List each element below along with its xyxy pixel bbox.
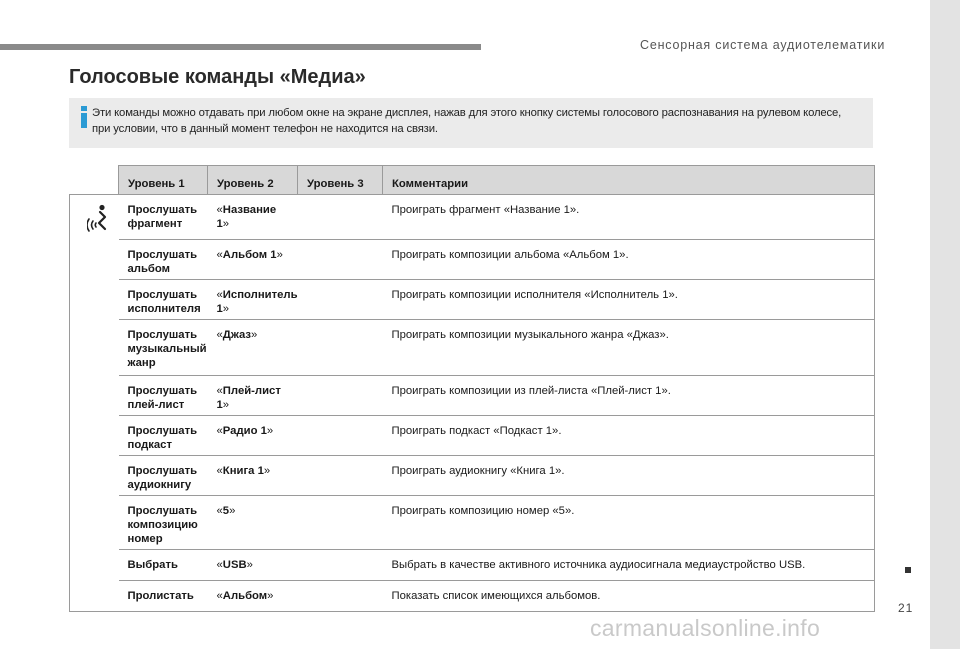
cell-level-3 [298, 456, 383, 496]
level-2-value: Название 1 [216, 204, 277, 230]
icon-cell [70, 496, 119, 550]
cell-level-3 [298, 320, 383, 376]
cell-level-1: Прослушать аудиокнигу [119, 456, 208, 496]
icon-cell [70, 195, 119, 240]
cell-comment: Выбрать в качестве активного источника аудиосигнала медиаустройство USB. [383, 550, 875, 581]
cell-level-3 [298, 195, 383, 240]
table-row [70, 280, 875, 320]
cell-comment: Проиграть аудиокнигу «Книга 1». [383, 456, 875, 496]
icon-cell [70, 416, 119, 456]
icon-cell [70, 581, 119, 612]
cell-level-2: «Альбом 1» [208, 240, 298, 280]
level-2-value: Книга 1 [222, 465, 264, 477]
table-row [70, 581, 875, 612]
icon-cell [70, 320, 119, 376]
cell-level-1: Прослушать подкаст [119, 416, 208, 456]
watermark: carmanualsonline.info [590, 615, 821, 641]
table-row [70, 240, 875, 280]
cell-level-3 [298, 280, 383, 320]
cell-level-2: «Альбом» [208, 581, 298, 612]
cell-level-1: Прослушать композицию номер [119, 496, 208, 550]
cell-level-1: Прослушать плей-лист [119, 376, 208, 416]
cell-level-3 [298, 581, 383, 612]
header-comments: Комментарии [383, 166, 875, 195]
icon-cell [70, 456, 119, 496]
icon-cell [70, 280, 119, 320]
cell-comment: Проиграть фрагмент «Название 1». [383, 195, 875, 240]
info-box [69, 98, 873, 148]
voice-command-icon [87, 204, 113, 234]
table-row [70, 550, 875, 581]
cell-level-3 [298, 496, 383, 550]
level-2-value: Исполнитель 1 [216, 289, 298, 315]
table-row [70, 416, 875, 456]
cell-comment: Проиграть композиции музыкального жанра «Джаз». [383, 320, 875, 376]
cell-level-1: Пролистать [119, 581, 208, 612]
info-icon [79, 106, 89, 128]
cell-level-2: «Джаз» [208, 320, 298, 376]
level-2-value: Альбом 1 [222, 249, 277, 261]
icon-cell [70, 550, 119, 581]
cell-level-1: Выбрать [119, 550, 208, 581]
icon-cell [70, 240, 119, 280]
cell-level-2: «Радио 1» [208, 416, 298, 456]
cell-level-1: Прослушать фрагмент [119, 195, 208, 240]
header-rule [0, 44, 481, 50]
header-level-3: Уровень 3 [298, 166, 383, 195]
cell-level-2: «5» [208, 496, 298, 550]
cell-comment: Показать список имеющихся альбомов. [383, 581, 875, 612]
level-2-value: USB [222, 559, 247, 571]
header-empty-cell [70, 166, 119, 195]
page-heading: Голосовые команды «Медиа» [69, 66, 366, 88]
level-2-value: 5 [222, 505, 230, 517]
cell-level-3 [298, 240, 383, 280]
cell-level-1: Прослушать альбом [119, 240, 208, 280]
cell-level-3 [298, 550, 383, 581]
icon-cell [70, 376, 119, 416]
cell-level-2: «Плей-лист 1» [208, 376, 298, 416]
cell-level-3 [298, 376, 383, 416]
table-row [70, 376, 875, 416]
cell-comment: Проиграть композицию номер «5». [383, 496, 875, 550]
table-header-row [70, 166, 875, 195]
cell-level-2: «Название 1» [208, 195, 298, 240]
page-marker [905, 567, 911, 573]
cell-level-1: Прослушать исполнителя [119, 280, 208, 320]
level-2-value: Джаз [222, 329, 252, 341]
table-row [70, 320, 875, 376]
level-2-value: Радио 1 [222, 425, 267, 437]
cell-level-2: «USB» [208, 550, 298, 581]
cell-level-2: «Книга 1» [208, 456, 298, 496]
level-2-value: Плей-лист 1 [216, 385, 281, 411]
cell-level-3 [298, 416, 383, 456]
info-text: Эти команды можно отдавать при любом окне на экране дисплея, нажав для этого кнопку системы голосового распознавания на рулевом колесе, при условии, что в данный момент телефон не находится на связи. [92, 107, 842, 135]
cell-comment: Проиграть композиции альбома «Альбом 1». [383, 240, 875, 280]
header-level-2: Уровень 2 [208, 166, 298, 195]
header-level-1: Уровень 1 [119, 166, 208, 195]
table-row [70, 496, 875, 550]
level-2-value: Альбом [222, 590, 268, 602]
voice-commands-table [69, 165, 875, 612]
table-row [70, 456, 875, 496]
table-row [70, 195, 875, 240]
cell-level-2: «Исполнитель 1» [208, 280, 298, 320]
page-edge-strip [930, 0, 960, 649]
section-title: Сенсорная система аудиотелематики [640, 38, 886, 52]
cell-comment: Проиграть композиции исполнителя «Исполнитель 1». [383, 280, 875, 320]
page-number: 21 [898, 601, 914, 615]
cell-comment: Проиграть композиции из плей-листа «Плей-лист 1». [383, 376, 875, 416]
cell-level-1: Прослушать музыкальный жанр [119, 320, 208, 376]
cell-comment: Проиграть подкаст «Подкаст 1». [383, 416, 875, 456]
